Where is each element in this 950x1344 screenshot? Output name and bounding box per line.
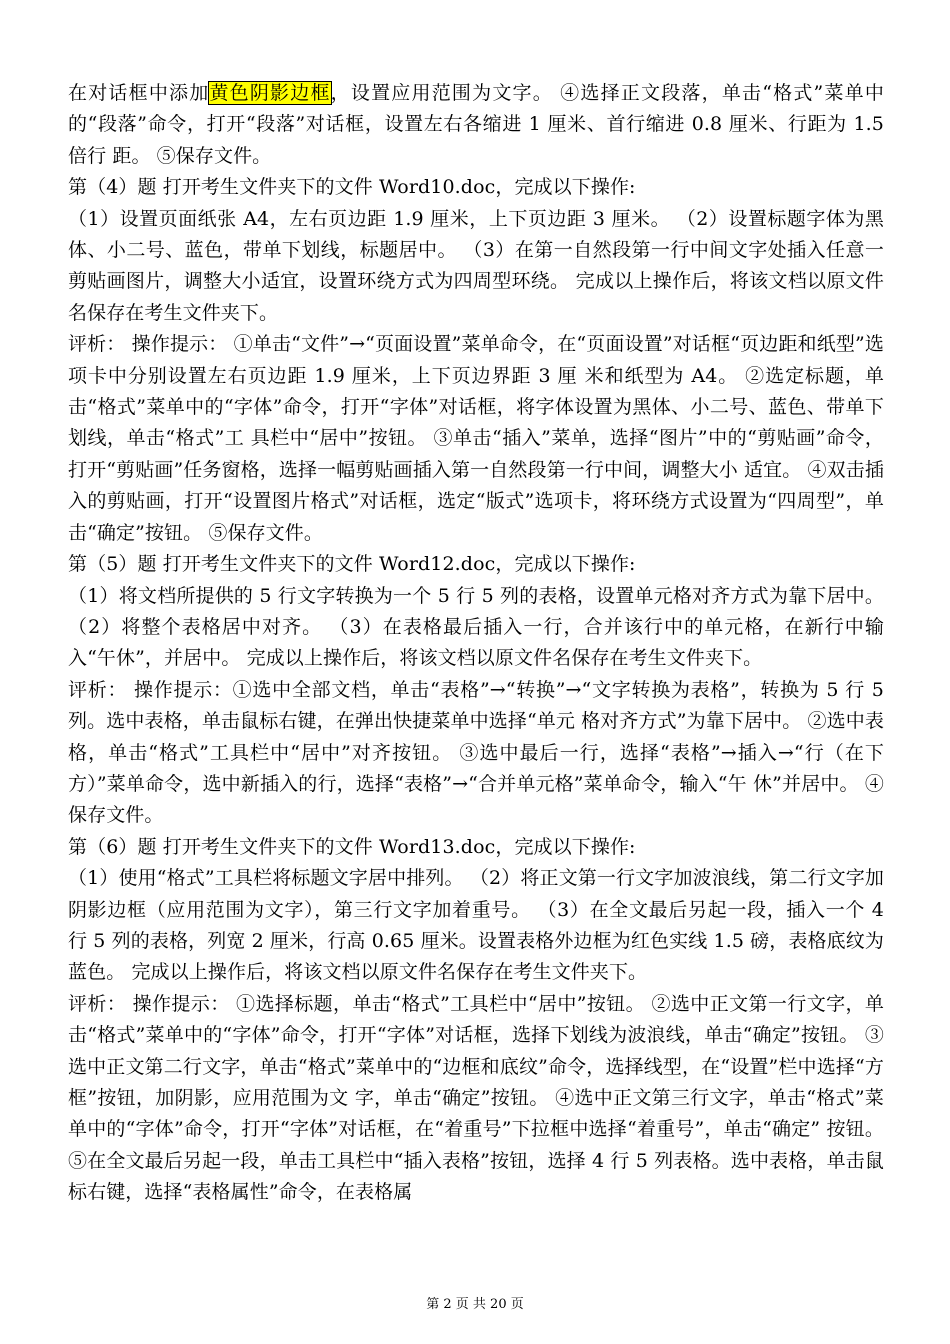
question-5-body: （1）将文档所提供的 5 行文字转换为一个 5 行 5 列的表格，设置单元格对齐方式为靠下居中。 （2）将整个表格居中对齐。 （3）在表格最后插入一行，合并该行中的单元格，在新行中输入“午休”，并居中。 完成以上操作后，将该文档以原文件名保存在考生文件夹下。 xyxy=(68,584,884,670)
paragraph-0-rest: ，设置应用范围为文字。 ④选择正文段落，单击“格式”菜单中的“段落”命令，打开“段落”对话框，设置左右各缩进 1 厘米、首行缩进 0.8 厘米、行距为 1.5 倍行 距。 ⑤保存文件。 xyxy=(68,82,884,167)
paragraph-0 xyxy=(68,78,884,172)
highlighted-text: 黄色阴影边框 xyxy=(209,82,331,104)
page-footer: 第 2 页 共 20 页 xyxy=(426,1297,524,1312)
paragraph-0-lead: 在对话框中添加 xyxy=(68,82,210,104)
question-6-body: （1）使用“格式”工具栏将标题文字居中排列。 （2）将正文第一行文字加波浪线，第二行文字加阴影边框（应用范围为文字），第三行文字加着重号。 （3）在全文最后另起一段，插入一个 4 行 5 列的表格，列宽 2 厘米，行高 0.65 厘米。设置表格外边框为红色实线 1.5 磅，表格底纹为蓝色。 完成以上操作后，将该文档以原文件名保存在考生文件夹下。 xyxy=(68,867,884,984)
document-body xyxy=(68,78,884,1209)
question-5-analysis: 评析： 操作提示：①选中全部文档，单击“表格”→“转换”→“文字转换为表格”，转换为 5 行 5 列。选中表格，单击鼠标右键，在弹出快捷菜单中选择“单元 格对齐方式”为靠下居中。 ②选中表格，单击“格式”工具栏中“居中”对齐按钮。 ③选中最后一行，选择“表格”→插入→“行（在下方）”菜单命令，选中新插入的行，选择“表格”→“合并单元格”菜单命令，输入“午 休”并居中。 ④保存文件。 xyxy=(68,678,884,827)
question-4-heading: 第（4）题 打开考生文件夹下的文件 Word10.doc，完成以下操作: xyxy=(68,176,636,199)
question-5-heading: 第（5）题 打开考生文件夹下的文件 Word12.doc，完成以下操作: xyxy=(68,553,636,576)
question-6-analysis: 评析： 操作提示： ①选择标题，单击“格式”工具栏中“居中”按钮。 ②选中正文第一行文字，单击“格式”菜单中的“字体”命令，打开“字体”对话框，选择下划线为波浪线，单击“确定”按钮。 ③选中正文第二行文字，单击“格式”菜单中的“边框和底纹”命令，选择线型，在“设置”栏中选择“方框”按钮，加阴影，应用范围为文 字，单击“确定”按钮。 ④选中正文第三行文字，单击“格式”菜单中的“字体”命令，打开“字体”对话框，在“着重号”下拉框中选择“着重号”，单击“确定” 按钮。 ⑤在全文最后另起一段，单击工具栏中“插入表格”按钮，选择 4 行 5 列表格。选中表格，单击鼠标右键，选择“表格属性”命令，在表格属 xyxy=(68,992,884,1204)
question-4-body: （1）设置页面纸张 A4，左右页边距 1.9 厘米，上下页边距 3 厘米。 （2）设置标题字体为黑体、小二号、蓝色，带单下划线，标题居中。 （3）在第一自然段第一行中间文字处插入任意一剪贴画图片，调整大小适宜，设置环绕方式为四周型环绕。 完成以上操作后，将该文档以原文件名保存在考生文件夹下。 xyxy=(68,207,884,324)
question-4-analysis: 评析： 操作提示： ①单击“文件”→“页面设置”菜单命令，在“页面设置”对话框“页边距和纸型”选项卡中分别设置左右页边距 1.9 厘米，上下页边界距 3 厘 米和纸型为 A4。 ②选定标题，单击“格式”菜单中的“字体”命令，打开“字体”对话框，将字体设置为黑体、小二号、蓝色、带单下划线，单击“格式”工 具栏中“居中”按钮。 ③单击“插入”菜单，选择“图片”中的“剪贴画”命令，打开“剪贴画”任务窗格，选择一幅剪贴画插入第一自然段第一行中间，调整大小 适宜。 ④双击插入的剪贴画，打开“设置图片格式”对话框，选定“版式”选项卡，将环绕方式设置为“四周型”，单击“确定”按钮。 ⑤保存文件。 xyxy=(68,333,884,544)
question-6-heading: 第（6）题 打开考生文件夹下的文件 Word13.doc，完成以下操作: xyxy=(68,835,636,858)
